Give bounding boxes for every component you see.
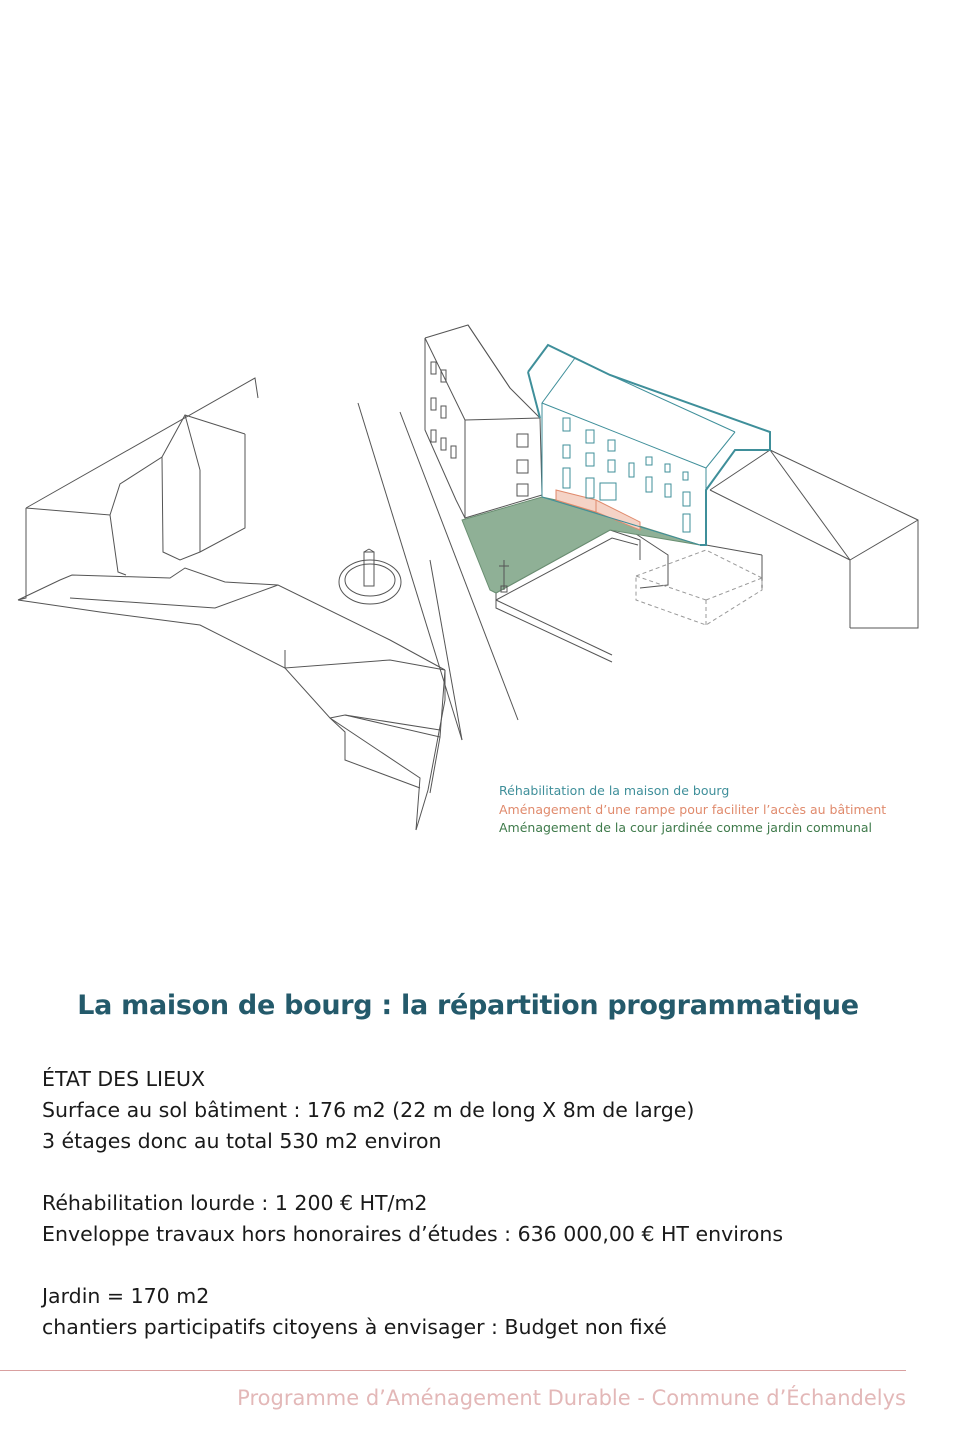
right-building: [706, 450, 918, 628]
legend-ramp: Aménagement d’une rampe pour faciliter l’accès au bâtiment: [499, 801, 887, 817]
spacer: [42, 1250, 783, 1281]
fountain: [339, 549, 401, 604]
neighbour-building: [425, 325, 542, 518]
legend-garden: Aménagement de la cour jardinée comme jardin communal: [499, 820, 873, 835]
drawing-legend: [499, 782, 886, 838]
body-line-surface: Surface au sol bâtiment : 176 m2 (22 m de long X 8m de large): [42, 1098, 695, 1122]
body-line-chantiers: chantiers participatifs citoyens à envisager : Budget non fixé: [42, 1315, 667, 1339]
axonometric-drawing: [0, 300, 976, 860]
body-line-etages: 3 étages donc au total 530 m2 environ: [42, 1129, 442, 1153]
body-text: [42, 1064, 783, 1343]
spacer: [42, 1157, 783, 1188]
body-line-rehab: Réhabilitation lourde : 1 200 € HT/m2: [42, 1191, 428, 1215]
body-line-jardin: Jardin = 170 m2: [42, 1284, 210, 1308]
body-line-etat: ÉTAT DES LIEUX: [42, 1067, 206, 1091]
page-title: La maison de bourg : la répartition programmatique: [77, 990, 859, 1021]
legend-rehab: Réhabilitation de la maison de bourg: [499, 783, 730, 798]
garden-area: [462, 497, 700, 593]
footer-divider: [0, 1370, 906, 1371]
body-line-enveloppe: Enveloppe travaux hors honoraires d’études : 636 000,00 € HT environs: [42, 1222, 784, 1246]
dashed-extension: [636, 550, 762, 625]
left-building-block: [18, 378, 445, 830]
footer-text: Programme d’Aménagement Durable - Commune d’Échandelys: [237, 1386, 906, 1410]
